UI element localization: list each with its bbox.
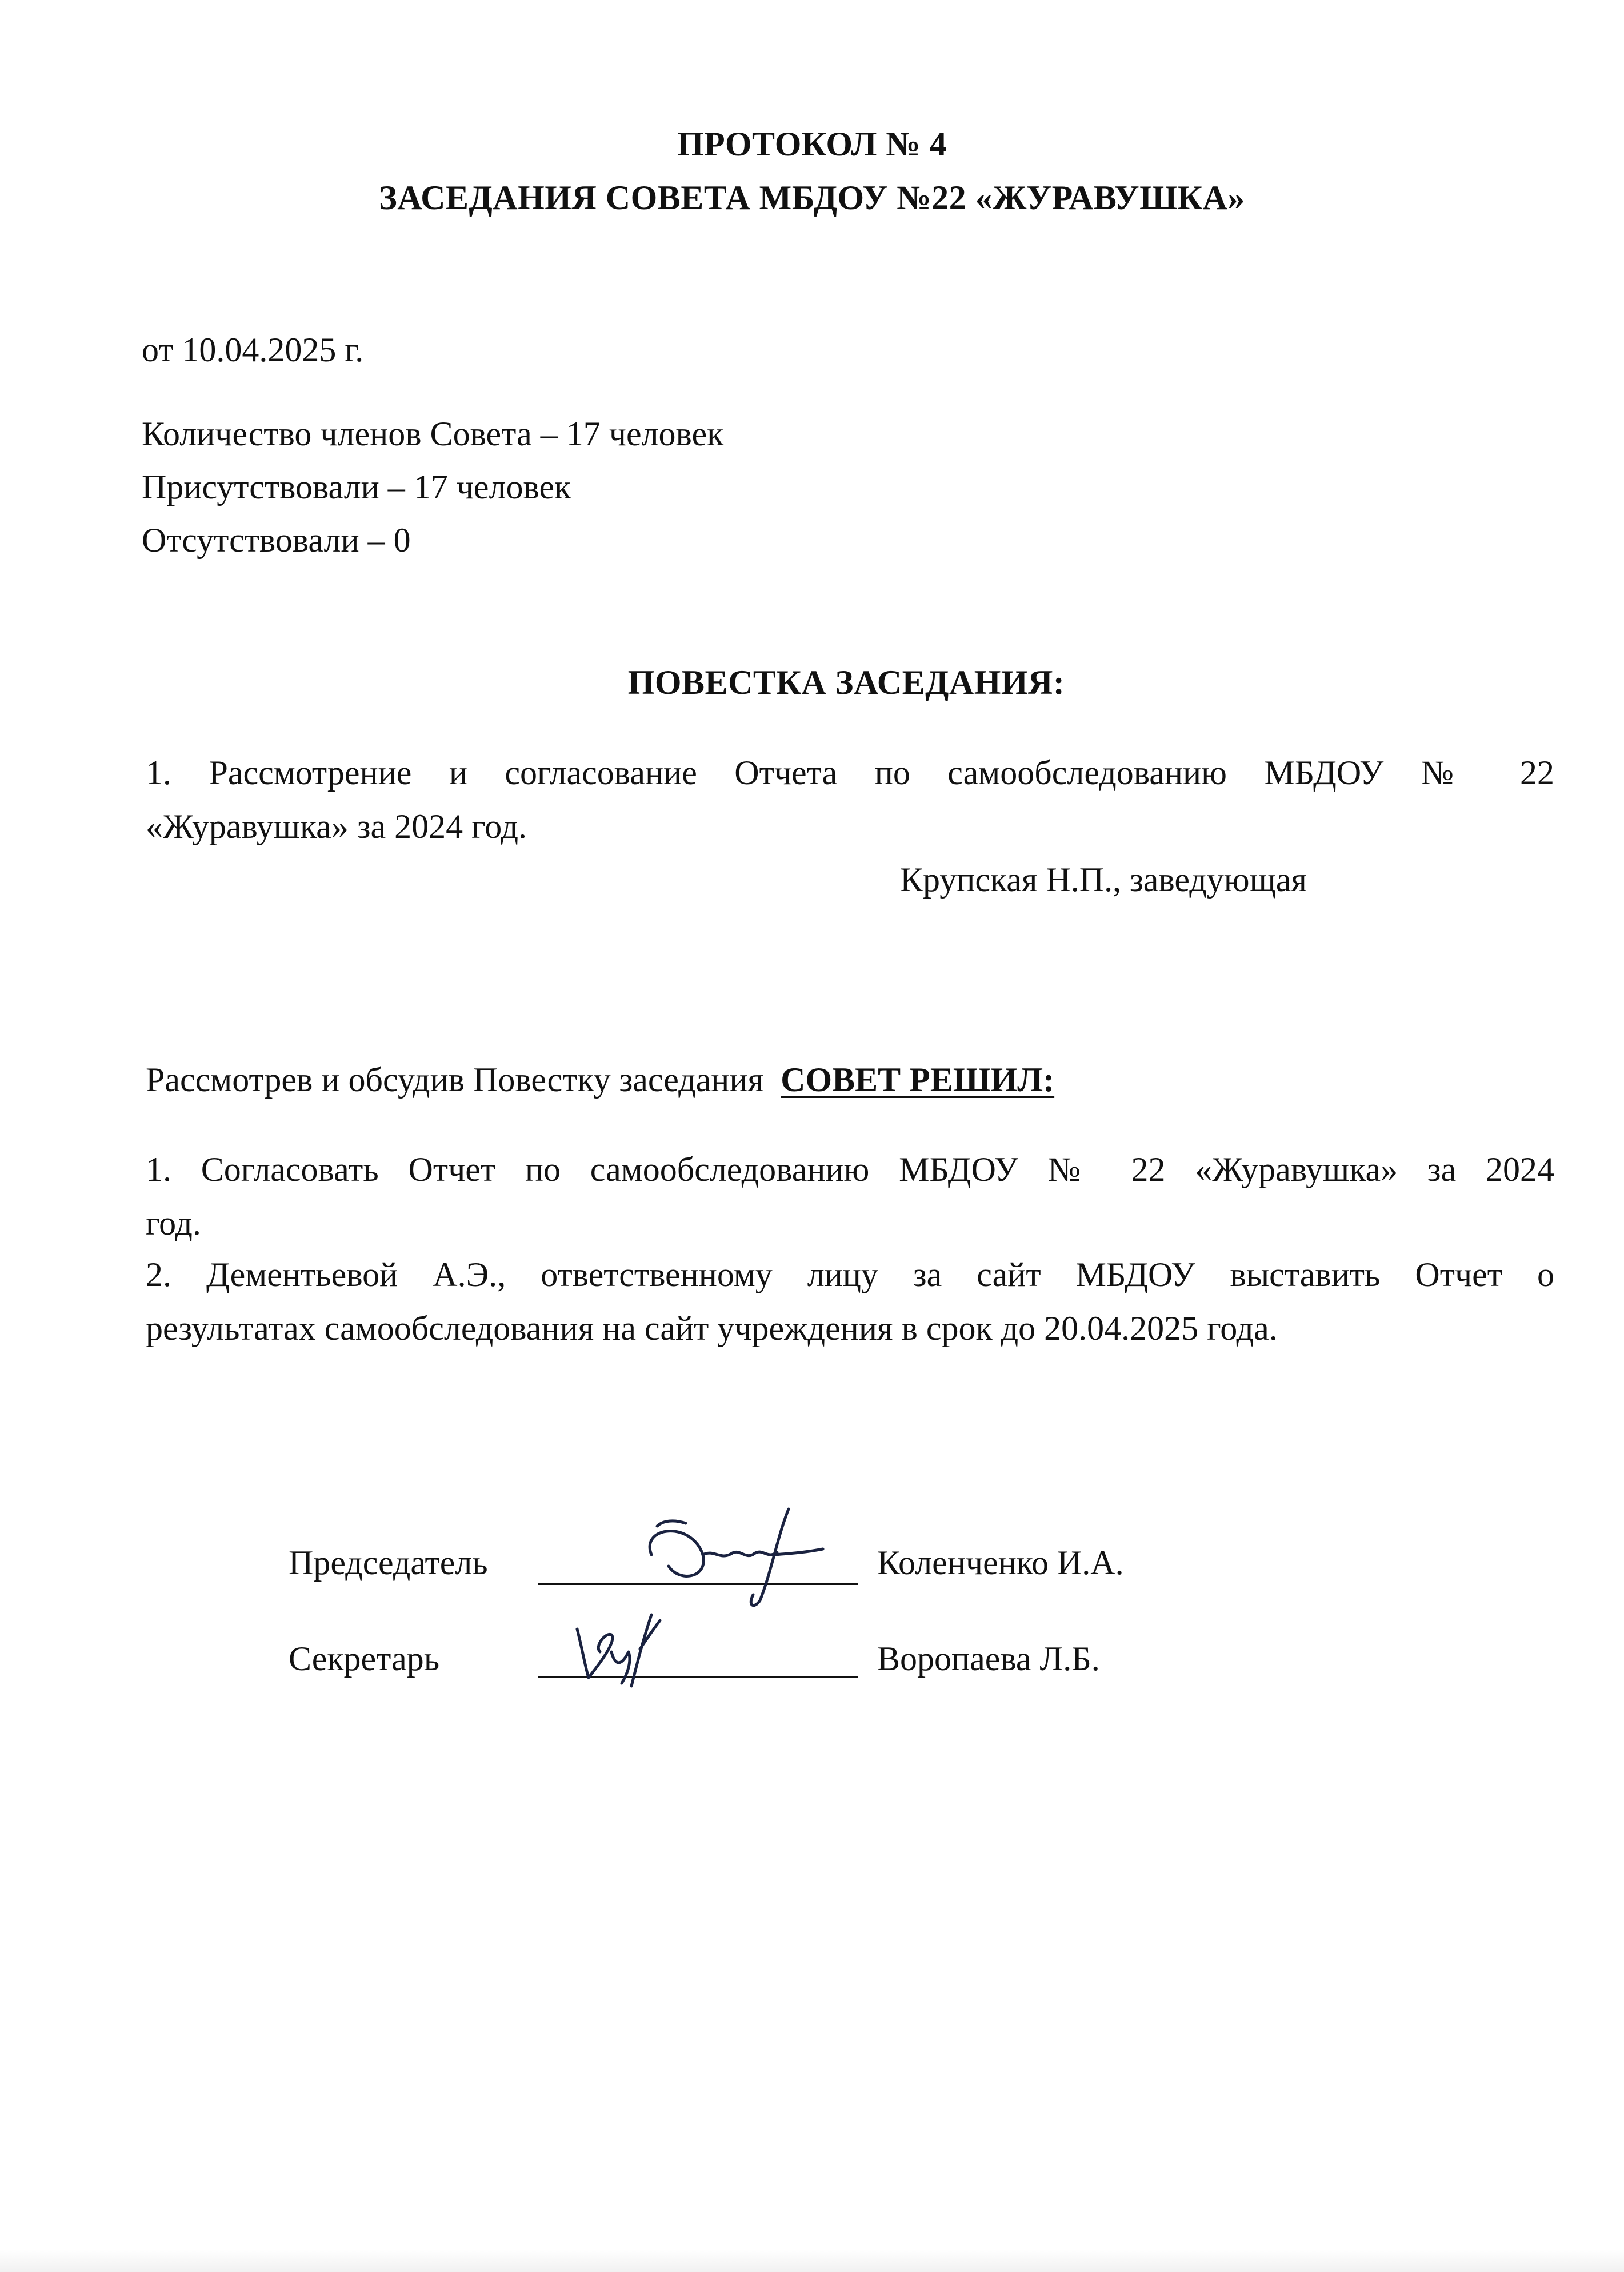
secretary-role: Секретарь — [289, 1640, 440, 1678]
present-count: Присутствовали – 17 человек — [142, 468, 571, 506]
secretary-signature-icon — [566, 1606, 691, 1692]
chair-name: Коленченко И.А. — [877, 1544, 1124, 1582]
meeting-date: от 10.04.2025 г. — [142, 331, 364, 369]
protocol-title: ПРОТОКОЛ № 4 — [677, 125, 947, 163]
decision-intro — [146, 1060, 1054, 1100]
decision-item-2-line-1: 2. Дементьевой А.Э., ответственному лицу за сайт МБДОУ выставить Отчет о — [146, 1256, 1554, 1293]
members-count: Количество членов Совета – 17 человек — [142, 415, 724, 453]
agenda-speaker: Крупская Н.П., заведующая — [900, 861, 1307, 899]
absent-count: Отсутствовали – 0 — [142, 521, 411, 559]
protocol-subtitle: ЗАСЕДАНИЯ СОВЕТА МБДОУ №22 «ЖУРАВУШКА» — [379, 179, 1245, 217]
chair-signature-icon — [617, 1486, 857, 1618]
decision-item-1-line-2: год. — [146, 1204, 201, 1242]
agenda-item-1-line-2: «Журавушка» за 2024 год. — [146, 808, 527, 845]
agenda-heading: ПОВЕСТКА ЗАСЕДАНИЯ: — [627, 664, 1065, 701]
decision-heading: СОВЕТ РЕШИЛ: — [781, 1061, 1055, 1099]
agenda-item-1-line-1: 1. Рассмотрение и согласование Отчета по самообследованию МБДОУ № 22 — [146, 754, 1554, 792]
chair-role: Председатель — [289, 1544, 488, 1582]
decision-item-2-line-2: результатах самообследования на сайт учреждения в срок до 20.04.2025 года. — [146, 1309, 1278, 1347]
decision-intro-text: Рассмотрев и обсудив Повестку заседания — [146, 1061, 764, 1099]
secretary-name: Воропаева Л.Б. — [877, 1640, 1100, 1678]
scan-edge — [0, 2249, 1624, 2272]
decision-item-1-line-1: 1. Согласовать Отчет по самообследованию МБДОУ № 22 «Журавушка» за 2024 — [146, 1151, 1554, 1188]
